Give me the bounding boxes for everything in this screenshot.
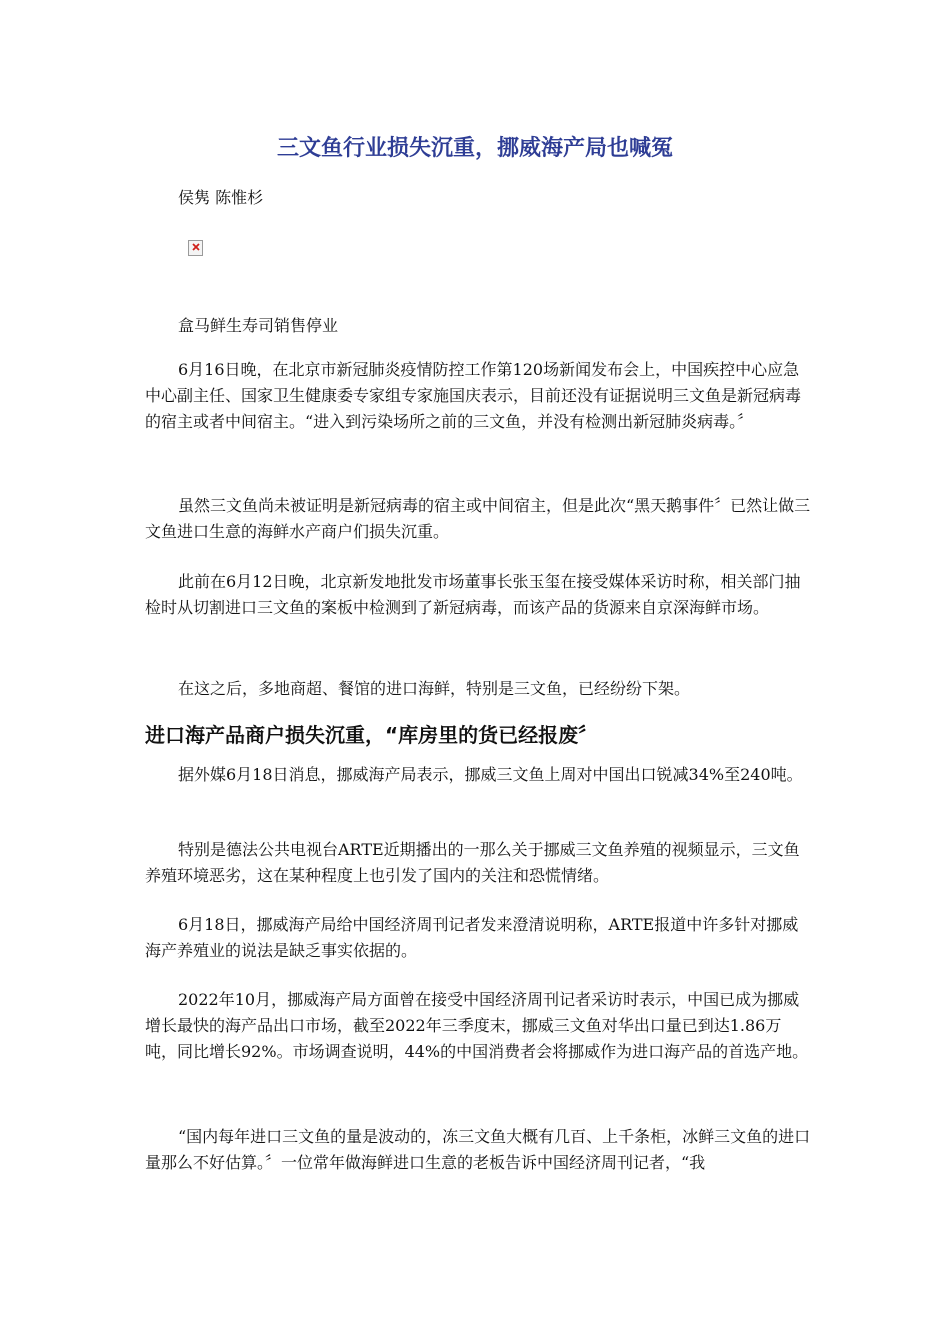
paragraph: 据外媒6月18日消息，挪威海产局表示，挪威三文鱼上周对中国出口锐减34%至240吨。 — [178, 765, 803, 784]
paragraph: “国内每年进口三文鱼的量是波动的，冻三文鱼大概有几百、上千条柜，冰鲜三文鱼的进口量那么不好估算。〞一位常年做海鲜进口生意的老板告诉中国经济周刊记者，“我 — [145, 1127, 811, 1172]
section-heading: 进口海产品商户损失沉重，“库房里的货已经报废〞 — [145, 723, 599, 747]
paragraph: 特别是德法公共电视台ARTE近期播出的一那么关于挪威三文鱼养殖的视频显示，三文鱼养殖环境恶劣，这在某种程度上也引发了国内的关注和恐慌情绪。 — [145, 840, 800, 885]
broken-image-icon — [188, 240, 203, 256]
paragraph: 此前在6月12日晚，北京新发地批发市场董事长张玉玺在接受媒体采访时称，相关部门抽检时从切割进口三文鱼的案板中检测到了新冠病毒，而该产品的货源来自京深海鲜市场。 — [145, 572, 801, 617]
paragraph: 在这之后，多地商超、餐馆的进口海鲜，特别是三文鱼，已经纷纷下架。 — [178, 679, 691, 698]
paragraph: 2022年10月，挪威海产局方面曾在接受中国经济周刊记者采访时表示，中国已成为挪威增长最快的海产品出口市场，截至2022年三季度末，挪威三文鱼对华出口量已到达1.86万吨，同比增长92%。市场调查说明，44%的中国消费者会将挪威作为进口海产品的首选产地。 — [145, 990, 809, 1061]
paragraph: 虽然三文鱼尚未被证明是新冠病毒的宿主或中间宿主，但是此次“黑天鹅事件〞已然让做三文鱼进口生意的海鲜水产商户们损失沉重。 — [145, 496, 811, 541]
article-authors: 侯隽 陈惟杉 — [178, 188, 264, 207]
article-title: 三文鱼行业损失沉重，挪威海产局也喊冤 — [276, 136, 673, 161]
image-caption: 盒马鲜生寿司销售停业 — [178, 316, 339, 335]
paragraph: 6月18日，挪威海产局给中国经济周刊记者发来澄清说明称，ARTE报道中许多针对挪威海产养殖业的说法是缺乏事实依据的。 — [145, 915, 799, 960]
paragraph: 6月16日晚，在北京市新冠肺炎疫情防控工作第120场新闻发布会上，中国疾控中心应急中心副主任、国家卫生健康委专家组专家施国庆表示，目前还没有证据说明三文鱼是新冠病毒的宿主或者中间宿主。“进入到污染场所之前的三文鱼，并没有检测出新冠肺炎病毒。〞 — [145, 360, 802, 431]
close-icon — [192, 243, 200, 251]
